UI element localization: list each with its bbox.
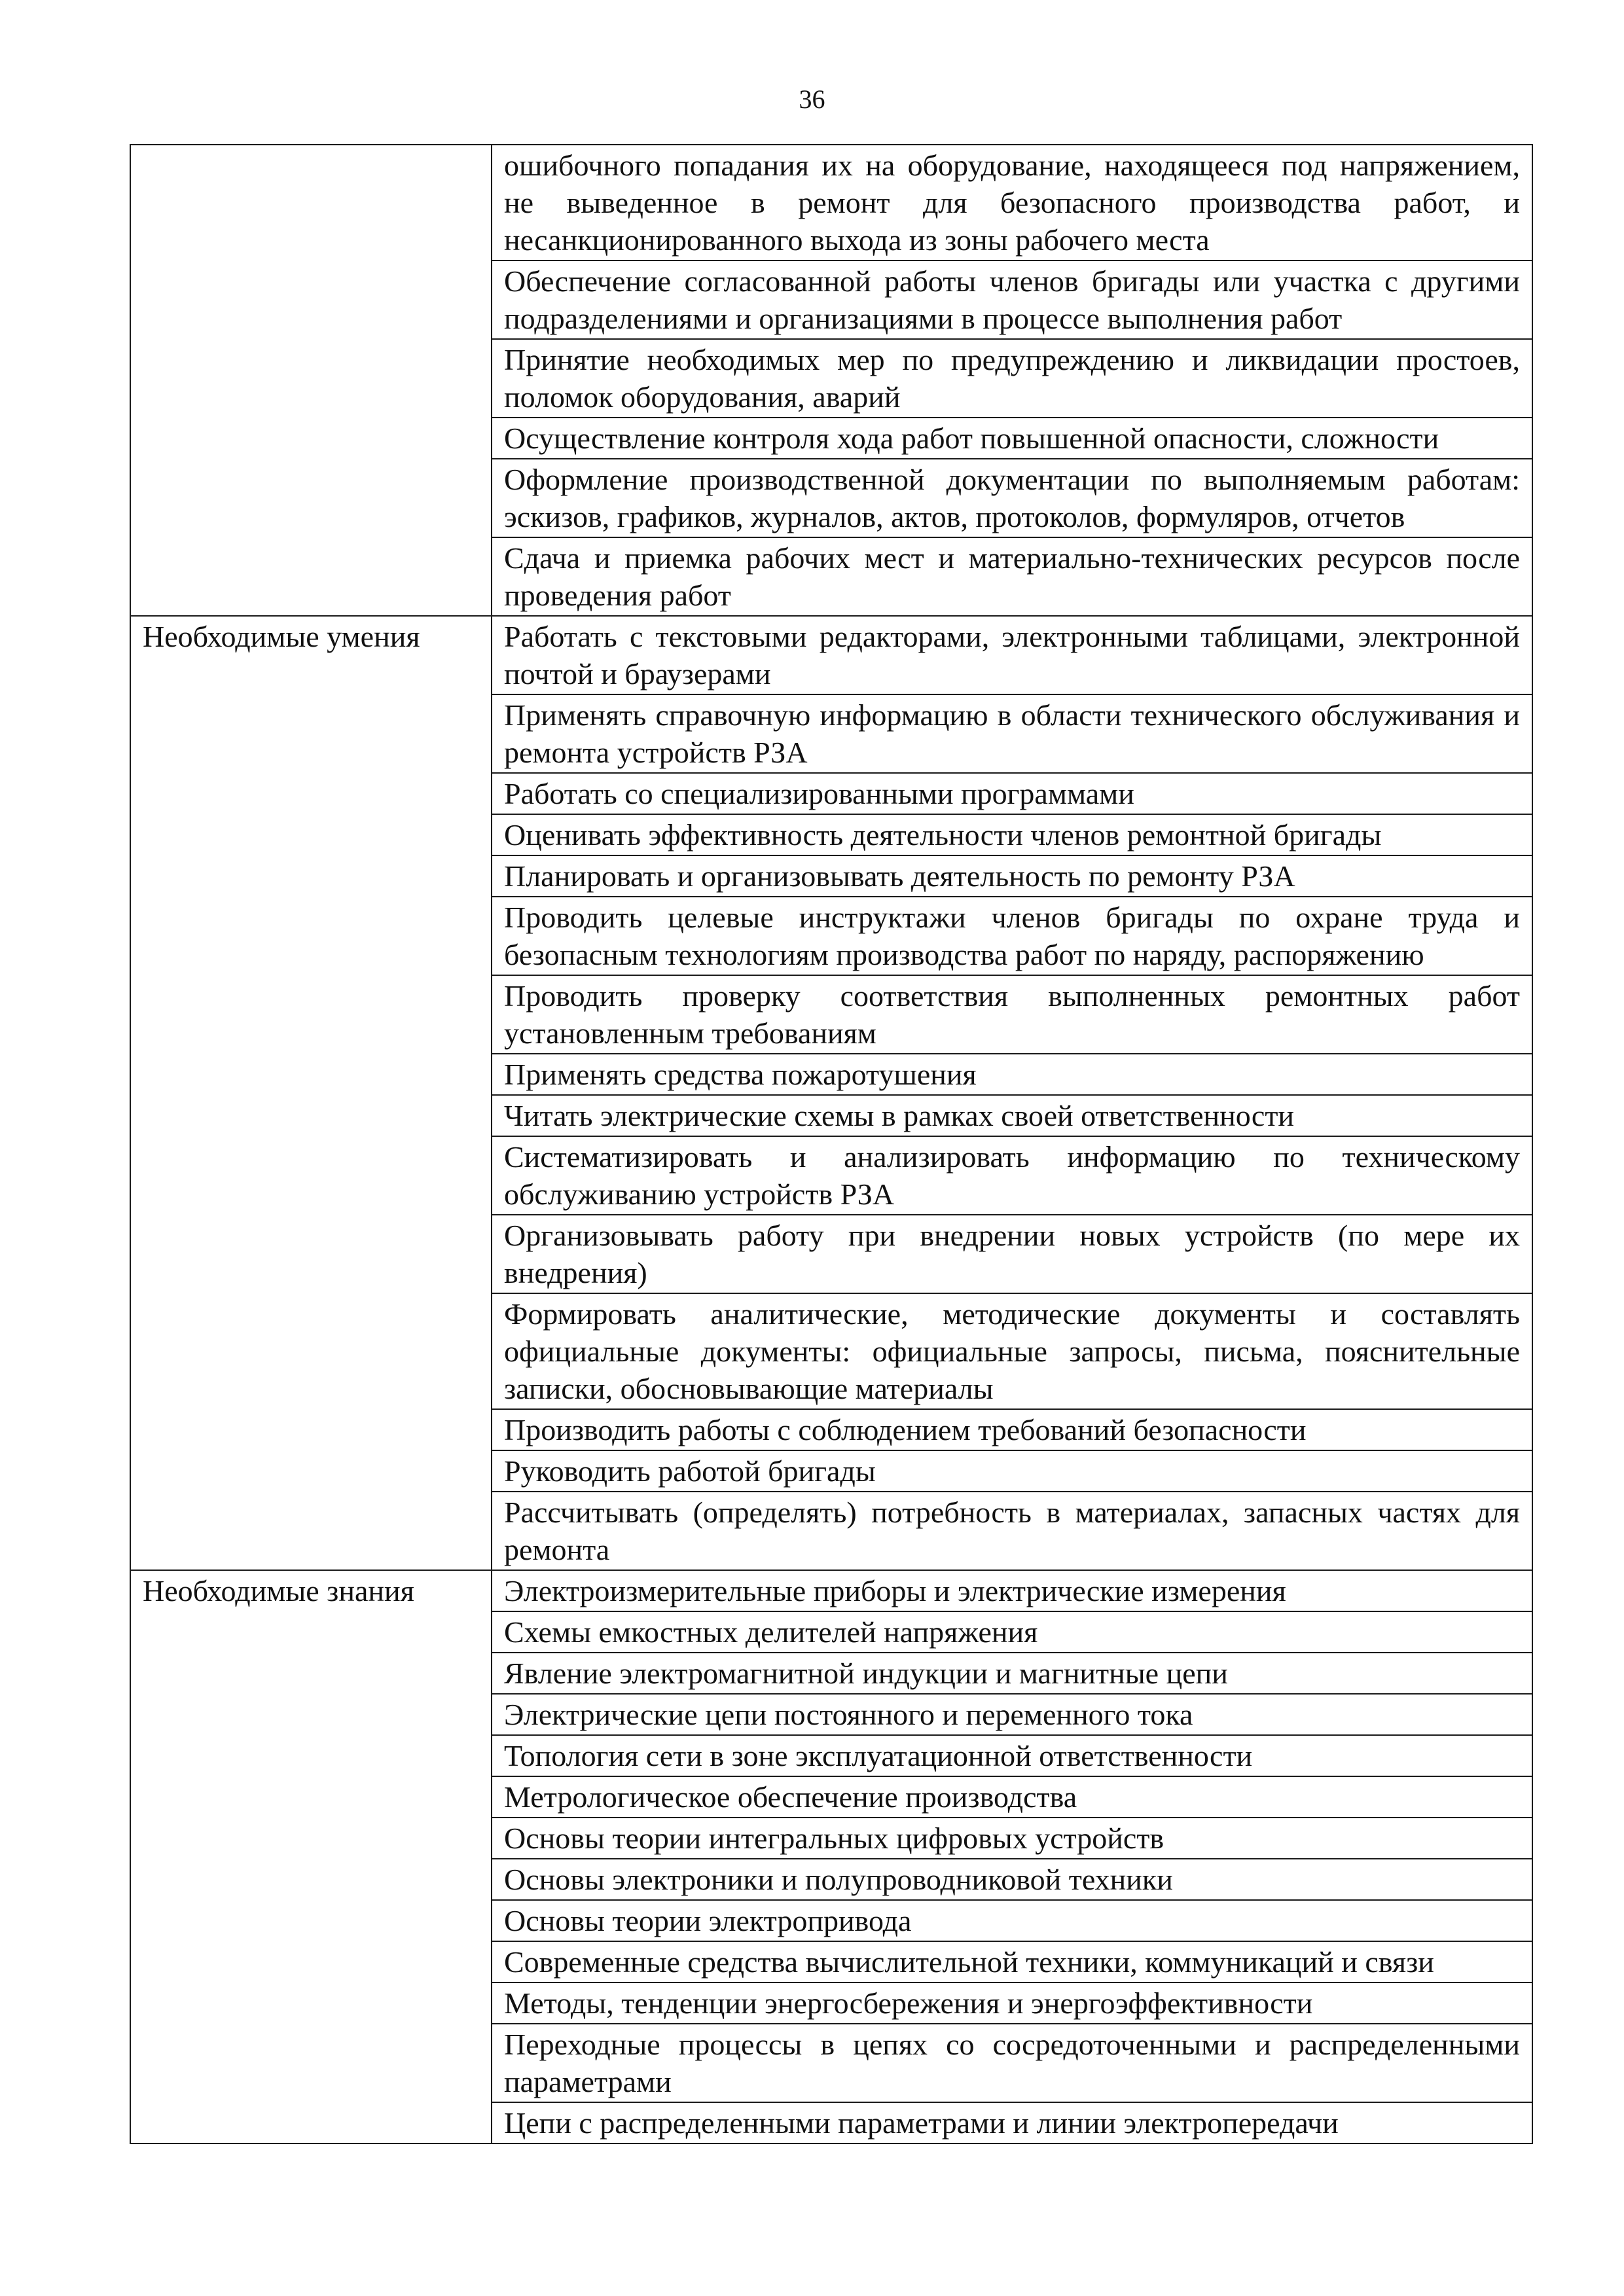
table-row [130,1570,1532,1611]
page-number: 36 [799,84,825,114]
table-row [130,616,1532,694]
list-item: Топология сети в зоне эксплуатационной ответственности [492,1735,1532,1776]
list-item: Обеспечение согласованной работы членов бригады или участка с другими подразделениями и организациями в процессе выполнения работ [492,260,1532,339]
list-item: Оформление производственной документации по выполняемым работам: эскизов, графиков, журналов, актов, протоколов, формуляров, отчетов [492,459,1532,537]
list-item: Переходные процессы в цепях со сосредоточенными и распределенными параметрами [492,2024,1532,2102]
list-item: Основы теории электропривода [492,1900,1532,1941]
knowledge-label: Необходимые знания [130,1570,492,2144]
list-item: Рассчитывать (определять) потребность в материалах, запасных частях для ремонта [492,1492,1532,1570]
list-item: Читать электрические схемы в рамках своей ответственности [492,1095,1532,1136]
list-item: Планировать и организовывать деятельность по ремонту РЗА [492,855,1532,897]
list-item: Электрические цепи постоянного и переменного тока [492,1694,1532,1735]
list-item: Производить работы с соблюдением требований безопасности [492,1409,1532,1450]
list-item: Основы электроники и полупроводниковой техники [492,1859,1532,1900]
list-item: ошибочного попадания их на оборудование, находящееся под напряжением, не выведенное в ремонт для безопасного производства работ, и несанкционированного выхода из зоны рабочего места [492,145,1532,260]
table-row [130,145,1532,260]
requirements-table [130,144,1533,2144]
list-item: Явление электромагнитной индукции и магнитные цепи [492,1653,1532,1694]
list-item: Метрологическое обеспечение производства [492,1776,1532,1818]
list-item: Методы, тенденции энергосбережения и энергоэффективности [492,1982,1532,2024]
list-item: Проводить проверку соответствия выполненных ремонтных работ установленным требованиям [492,975,1532,1054]
list-item: Проводить целевые инструктажи членов бригады по охране труда и безопасным технологиям производства работ по наряду, распоряжению [492,897,1532,975]
list-item: Применять средства пожаротушения [492,1054,1532,1095]
list-item: Применять справочную информацию в области технического обслуживания и ремонта устройств РЗА [492,694,1532,773]
list-item: Работать с текстовыми редакторами, электронными таблицами, электронной почтой и браузерами [492,616,1532,694]
list-item: Принятие необходимых мер по предупреждению и ликвидации простоев, поломок оборудования, аварий [492,339,1532,418]
list-item: Оценивать эффективность деятельности членов ремонтной бригады [492,814,1532,855]
list-item: Осуществление контроля хода работ повышенной опасности, сложности [492,418,1532,459]
list-item: Работать со специализированными программами [492,773,1532,814]
list-item: Организовывать работу при внедрении новых устройств (по мере их внедрения) [492,1215,1532,1293]
list-item: Сдача и приемка рабочих мест и материально-технических ресурсов после проведения работ [492,537,1532,616]
list-item: Современные средства вычислительной техники, коммуникаций и связи [492,1941,1532,1982]
continuation-label-cell [130,145,492,616]
list-item: Основы теории интегральных цифровых устройств [492,1818,1532,1859]
list-item: Руководить работой бригады [492,1450,1532,1492]
skills-label: Необходимые умения [130,616,492,1570]
list-item: Схемы емкостных делителей напряжения [492,1611,1532,1653]
list-item: Формировать аналитические, методические документы и составлять официальные документы: официальные запросы, письма, пояснительные записки, обосновывающие материалы [492,1293,1532,1409]
list-item: Систематизировать и анализировать информацию по техническому обслуживанию устройств РЗА [492,1136,1532,1215]
list-item: Электроизмерительные приборы и электрические измерения [492,1570,1532,1611]
list-item: Цепи с распределенными параметрами и линии электропередачи [492,2102,1532,2144]
